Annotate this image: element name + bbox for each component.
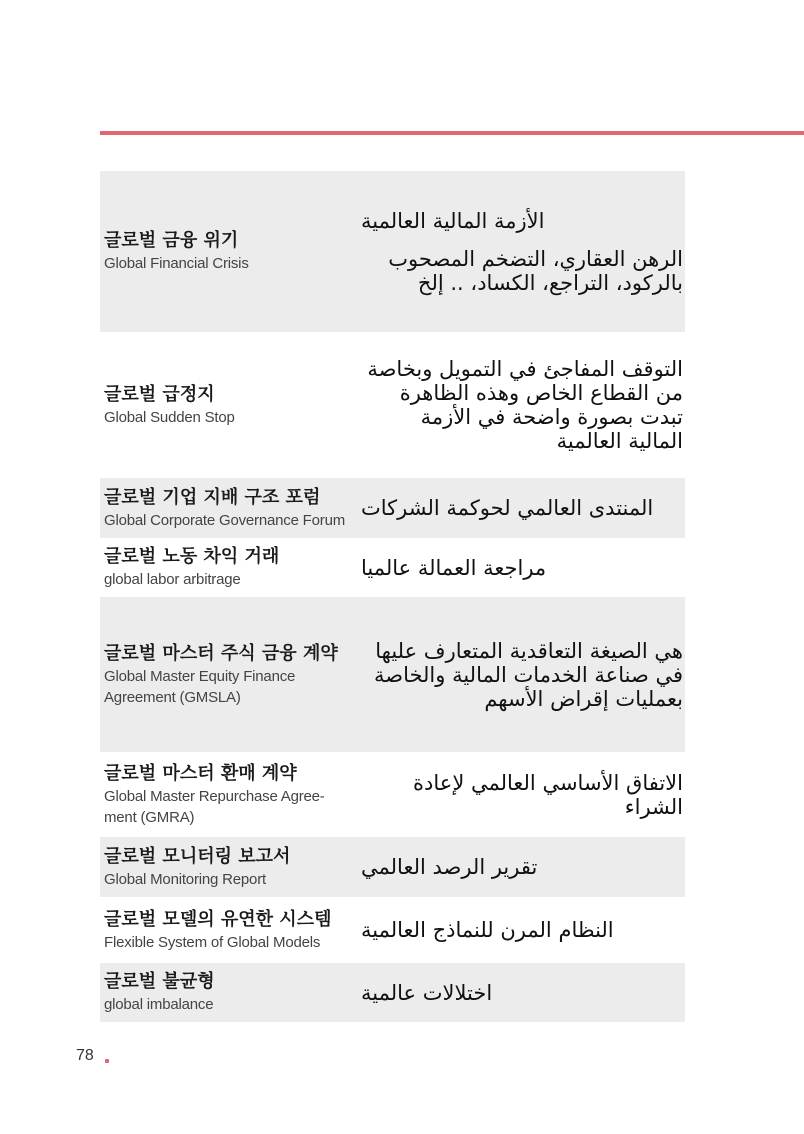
arabic-term: الأزمة المالية العالمية [361,208,545,233]
english-term: global labor arbitrage [104,571,241,588]
korean-term: 글로벌 마스터 환매 계약 [104,762,297,784]
korean-term: 글로벌 모델의 유연한 시스템 [104,908,332,930]
glossary-row [100,752,685,837]
english-term: Global Master Repurchase Agree-ment (GMRA) [104,787,325,826]
arabic-term: التوقف المفاجئ في التمويل وبخاصة من القطاع الخاص وهذه الظاهرة تبدت بصورة واضحة في الأزمة المالية العالمية [367,357,683,453]
term-cell [100,837,355,897]
page-marker-dot [105,1059,109,1063]
glossary-row [100,538,685,597]
glossary-row [100,597,685,752]
glossary-row [100,897,685,963]
arabic-term: تقرير الرصد العالمي [361,855,538,879]
glossary-row [100,171,685,332]
arabic-cell [355,897,685,963]
term-cell [100,963,355,1022]
arabic-term: الاتفاق الأساسي العالمي لإعادة الشراء [413,770,683,819]
korean-term: 글로벌 금융 위기 [104,230,239,251]
term-cell [100,897,355,963]
arabic-term: مراجعة العمالة عالميا [361,555,547,580]
glossary-row [100,837,685,897]
glossary-row [100,332,685,478]
arabic-cell [355,752,685,837]
arabic-cell [355,538,685,597]
arabic-cell [355,963,685,1022]
korean-term: 글로벌 모니터링 보고서 [104,845,291,867]
korean-term: 글로벌 기업 지배 구조 포럼 [104,486,321,508]
term-cell [100,478,355,538]
arabic-cell [355,478,685,538]
term-cell [100,332,355,478]
english-term: Flexible System of Global Models [104,933,321,951]
english-term: Global Financial Crisis [104,255,249,272]
arabic-cell [355,837,685,897]
term-cell [100,597,355,752]
glossary-row [100,478,685,538]
header-accent-rule [100,131,804,135]
arabic-term: النظام المرن للنماذج العالمية [361,918,614,942]
arabic-cell [355,597,685,752]
term-cell [100,538,355,597]
arabic-term: هي الصيغة التعاقدية المتعارف عليها في صناعة الخدمات المالية والخاصة بعمليات إقراض الأسهم [373,638,683,711]
english-term: Global Corporate Governance Forum [104,511,346,529]
english-term: global imbalance [104,996,214,1013]
english-term: Global Monitoring Report [104,870,266,888]
korean-term: 글로벌 마스터 주식 금융 계약 [104,642,338,664]
english-term: Global Master Equity Finance Agreement (GMSLA) [104,667,296,706]
term-cell [100,752,355,837]
arabic-term: المنتدى العالمي لحوكمة الشركات [361,496,654,520]
arabic-term: اختلالات عالمية [361,980,493,1005]
page-number: 78 [76,1047,94,1064]
arabic-note: الرهن العقاري، التضخم المصحوب بالركود، التراجع، الكساد، .. إلخ [388,246,683,295]
glossary-table [100,171,685,1022]
korean-term: 글로벌 급정지 [104,383,215,405]
korean-term: 글로벌 노동 차익 거래 [104,546,280,567]
arabic-cell [355,332,685,478]
english-term: Global Sudden Stop [104,408,235,426]
glossary-row [100,963,685,1022]
korean-term: 글로벌 불균형 [104,971,215,992]
term-cell [100,171,355,332]
arabic-cell [355,171,685,332]
